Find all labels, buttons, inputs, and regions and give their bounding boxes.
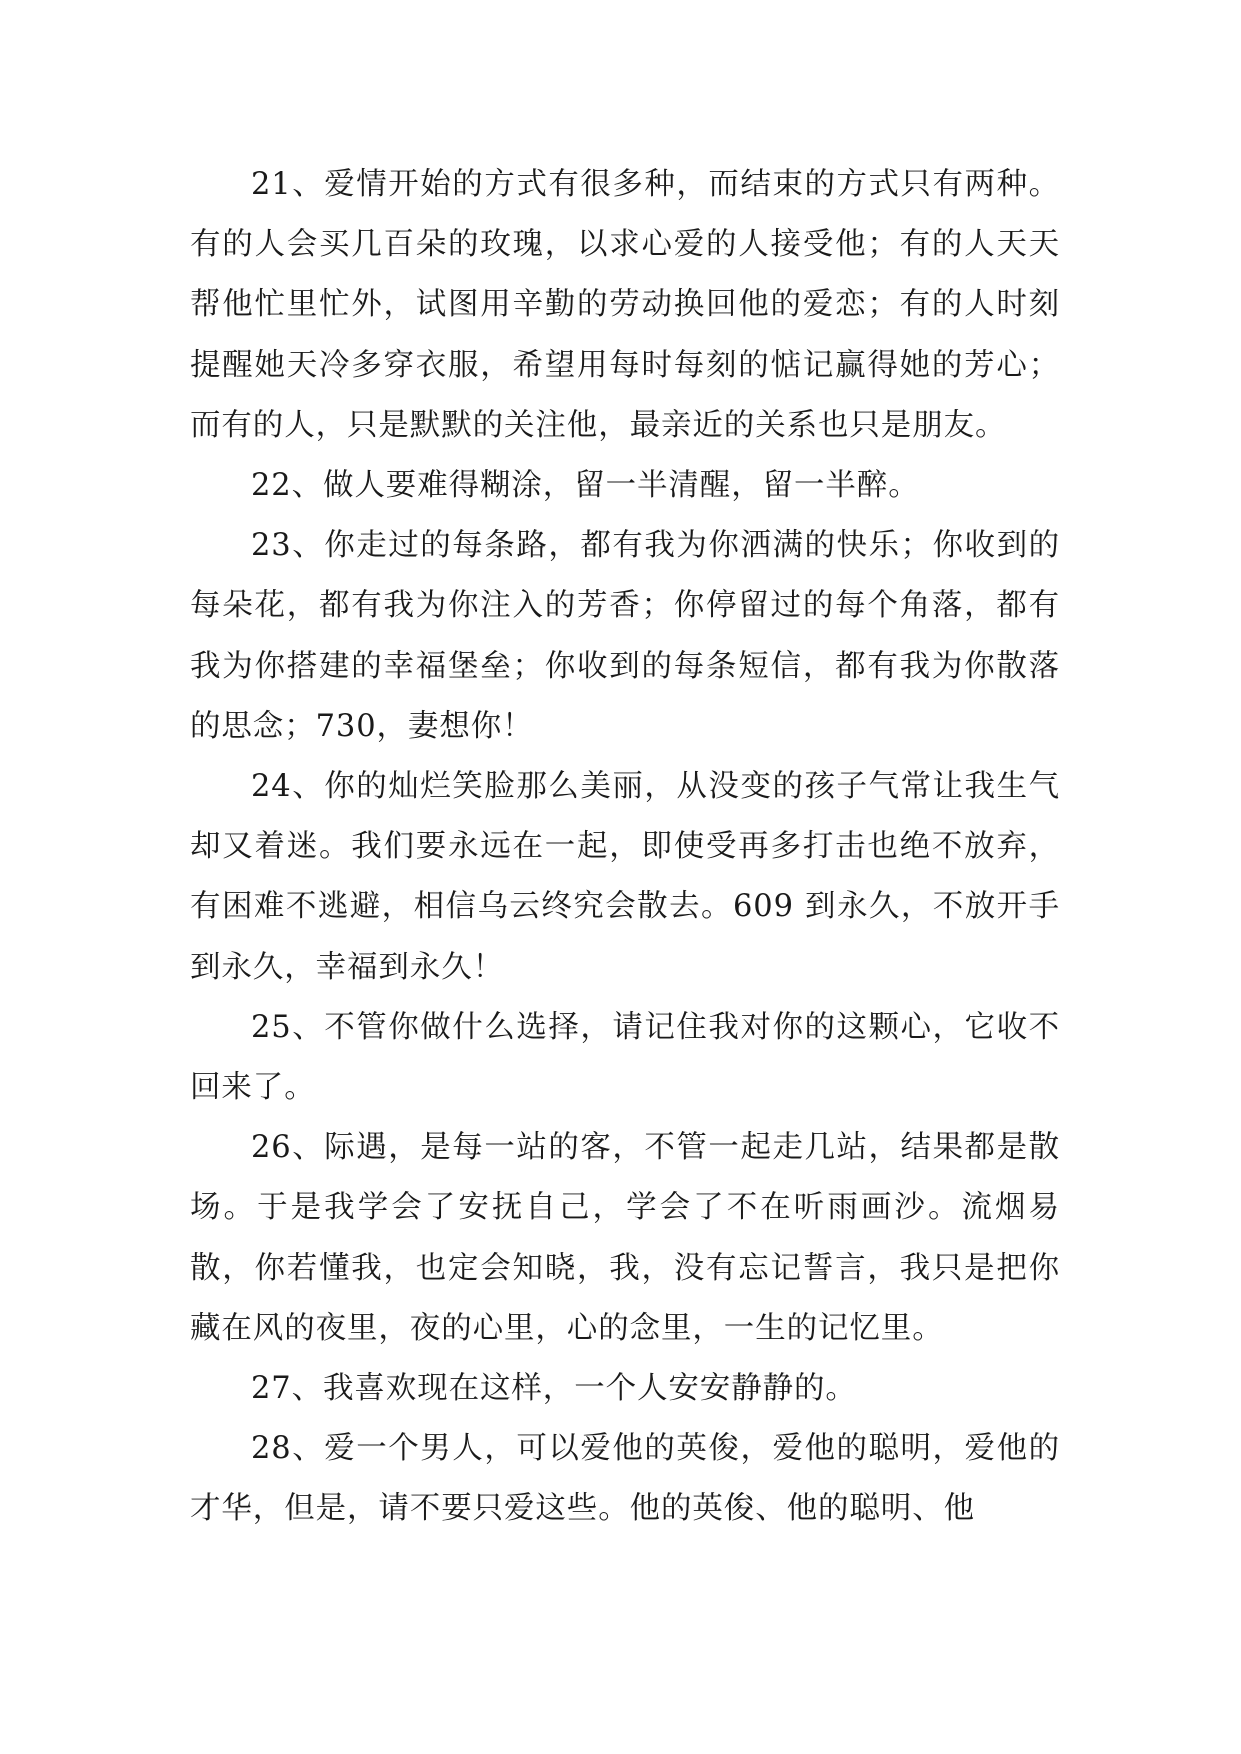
document-body — [190, 155, 1060, 1540]
paragraph-25: 25、不管你做什么选择，请记住我对你的这颗心，它收不回来了。 — [190, 1009, 1060, 1106]
paragraph-24: 24、你的灿烂笑脸那么美丽，从没变的孩子气常让我生气却又着迷。我们要永远在一起，即使受再多打击也绝不放弃，有困难不逃避，相信乌云终究会散去。609 到永久，不放开手到永久，幸福到永久！ — [190, 769, 1060, 985]
paragraph-26: 26、际遇，是每一站的客，不管一起走几站，结果都是散场。于是我学会了安抚自己，学会了不在听雨画沙。流烟易散，你若懂我，也定会知晓，我，没有忘记誓言，我只是把你藏在风的夜里，夜的心里，心的念里，一生的记忆里。 — [190, 1130, 1060, 1346]
paragraph-23: 23、你走过的每条路，都有我为你洒满的快乐；你收到的每朵花，都有我为你注入的芳香；你停留过的每个角落，都有我为你搭建的幸福堡垒；你收到的每条短信，都有我为你散落的思念；730，妻想你！ — [190, 528, 1060, 744]
paragraph-22: 22、做人要难得糊涂，留一半清醒，留一半醉。 — [251, 468, 920, 504]
paragraph-27: 27、我喜欢现在这样，一个人安安静静的。 — [251, 1371, 857, 1407]
paragraph-28: 28、爱一个男人，可以爱他的英俊，爱他的聪明，爱他的才华，但是，请不要只爱这些。他的英俊、他的聪明、他 — [190, 1431, 1060, 1527]
paragraph-21: 21、爱情开始的方式有很多种，而结束的方式只有两种。有的人会买几百朵的玫瑰，以求心爱的人接受他；有的人天天帮他忙里忙外，试图用辛勤的劳动换回他的爱恋；有的人时刻提醒她天冷多穿衣服，希望用每时每刻的惦记赢得她的芳心；而有的人，只是默默的关注他，最亲近的关系也只是朋友。 — [190, 167, 1060, 443]
